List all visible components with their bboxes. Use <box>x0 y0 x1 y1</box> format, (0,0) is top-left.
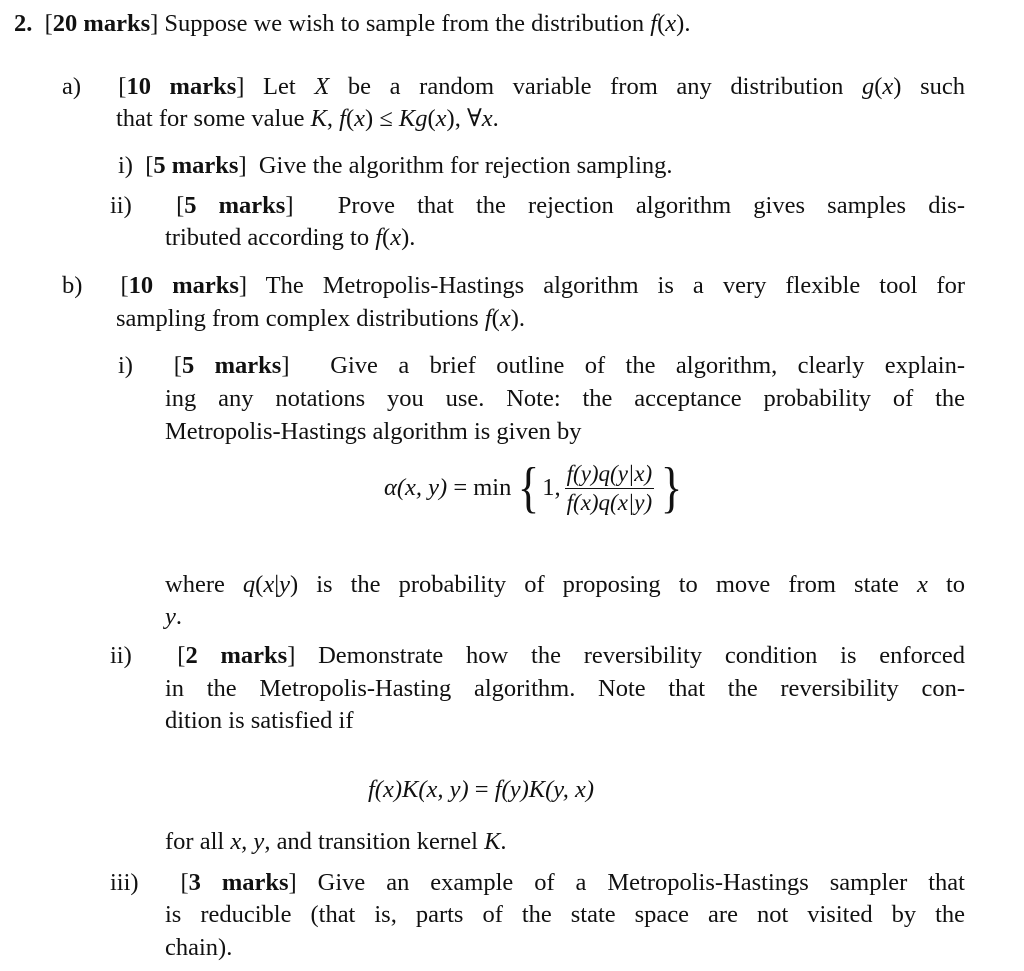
math-text: f <box>375 224 383 251</box>
text: ( <box>345 105 355 132</box>
bold-text: 3 marks <box>188 869 289 896</box>
math-text: g <box>862 73 875 100</box>
formula-lhs: α(x, y) <box>384 474 448 501</box>
part-b-ii-cont-1 <box>165 673 965 705</box>
part-a-intro-cont <box>116 103 499 135</box>
math-text: q <box>242 571 256 598</box>
text: ). <box>676 10 691 37</box>
math-text: x <box>481 105 493 132</box>
bold-text: 5 marks <box>181 352 282 379</box>
text: . <box>175 603 182 630</box>
formula-lhs: f(x)K(x, y) <box>368 776 469 803</box>
text: ( <box>255 571 264 598</box>
question-2-header <box>14 8 690 40</box>
formula-rhs: f(y)K(y, x) <box>494 776 595 803</box>
text: ) such <box>893 73 965 100</box>
math-text: K <box>310 105 327 132</box>
reversibility-formula <box>368 774 594 806</box>
math-text: x <box>435 105 447 132</box>
text: ), ∀ <box>446 105 482 132</box>
open-brace: { <box>518 457 540 519</box>
text: ( <box>382 224 391 251</box>
part-b-iii-cont-1 <box>165 899 965 931</box>
part-b-i-where <box>165 569 965 601</box>
text: ) ≤ <box>365 105 399 132</box>
bold-text: 2 marks <box>185 642 288 669</box>
fraction-numerator: f(y)q(y|x) <box>565 461 654 489</box>
part-b-i-cont-2 <box>165 416 581 448</box>
close-brace: } <box>660 457 683 519</box>
fraction <box>565 461 654 516</box>
part-b-i <box>118 350 965 382</box>
text: where <box>165 571 243 598</box>
math-text: y <box>279 571 290 598</box>
text: ( <box>427 105 436 132</box>
text: ( <box>491 305 500 332</box>
math-text: X <box>314 73 330 100</box>
part-a-ii-cont <box>165 222 415 254</box>
text: . <box>500 828 507 855</box>
formula-one: 1, <box>542 474 561 501</box>
text: to <box>927 571 965 598</box>
text: chain). <box>165 934 233 961</box>
text: that for some value <box>116 105 311 132</box>
text: ] Prove that the rejection algorithm gives samples dis- <box>285 192 965 219</box>
text: for all <box>165 828 231 855</box>
text: ). <box>510 305 525 332</box>
part-a-ii <box>110 190 965 222</box>
text: ] Give a brief outline of the algorithm, clearly explain- <box>281 352 966 379</box>
math-text: K <box>484 828 501 855</box>
formula-eq: = <box>468 776 495 803</box>
part-b-i-cont-1 <box>165 383 965 415</box>
bold-text: 20 marks <box>52 10 151 37</box>
math-text: x <box>882 73 894 100</box>
math-text: f <box>650 10 658 37</box>
text: ii) [ <box>110 642 186 669</box>
text: [ <box>32 10 53 37</box>
math-text: x, y <box>230 828 265 855</box>
text: iii) [ <box>110 869 189 896</box>
text: b) [ <box>62 272 129 299</box>
math-text: Kg <box>398 105 428 132</box>
bold-text: 10 marks <box>126 73 237 100</box>
text: ( <box>874 73 883 100</box>
text: ] Demonstrate how the reversibility condition is enforced <box>287 642 965 669</box>
text: a) [ <box>62 73 127 100</box>
part-b-ii <box>110 640 965 672</box>
bold-text: 5 marks <box>184 192 286 219</box>
part-b-intro <box>62 270 965 302</box>
math-text: x <box>917 571 928 598</box>
text: , and transition kernel <box>264 828 485 855</box>
bold-text: 2. <box>14 10 33 37</box>
text: ] Suppose we wish to sample from the distribution <box>150 10 651 37</box>
part-b-iii-cont-2 <box>165 932 232 964</box>
text: in the Metropolis-Hasting algorithm. Note that the reversibility con- <box>165 675 965 702</box>
part-a-i <box>118 150 673 182</box>
math-text: x <box>390 224 402 251</box>
bold-text: 10 marks <box>128 272 239 299</box>
math-text: x <box>665 10 677 37</box>
text: ). <box>401 224 416 251</box>
math-text: x <box>263 571 275 598</box>
text: ing any notations you use. Note: the acceptance probability of the <box>165 385 965 412</box>
text: ] Let <box>236 73 315 100</box>
part-b-iii <box>110 867 965 899</box>
text: ) is the probability of proposing to move from state <box>290 571 917 598</box>
fraction-denominator: f(x)q(x|y) <box>566 489 653 515</box>
text: i) [ <box>118 352 182 379</box>
math-text: y <box>165 603 176 630</box>
math-text: f <box>339 105 346 132</box>
part-a-intro <box>62 71 965 103</box>
text: ] The Metropolis-Hastings algorithm is a very flexible tool for <box>238 272 965 299</box>
text: | <box>274 571 280 598</box>
text: tributed according to <box>165 224 376 251</box>
part-b-intro-cont <box>116 303 525 335</box>
formula-eq: = min <box>447 474 512 501</box>
text: is reducible (that is, parts of the state space are not visited by the <box>165 901 965 928</box>
part-b-ii-cont-2 <box>165 705 354 737</box>
math-text: f <box>484 305 492 332</box>
text: , <box>326 105 340 132</box>
text: Metropolis-Hastings algorithm is given by <box>165 418 582 445</box>
bold-text: 5 marks <box>153 152 239 179</box>
math-text: x <box>499 305 511 332</box>
text: i) [ <box>118 152 154 179</box>
text: ] Give an example of a Metropolis-Hastings sampler that <box>288 869 965 896</box>
acceptance-probability-formula <box>384 457 685 519</box>
text: ii) [ <box>110 192 185 219</box>
text: dition is satisfied if <box>165 707 354 734</box>
text: sampling from complex distributions <box>116 305 485 332</box>
text: be a random variable from any distribution <box>329 73 862 100</box>
part-b-ii-for-all <box>165 826 507 858</box>
part-b-i-where-cont <box>165 601 182 633</box>
math-text: x <box>354 105 366 132</box>
text: . <box>492 105 499 132</box>
text: ] Give the algorithm for rejection sampling. <box>238 152 673 179</box>
text: ( <box>657 10 666 37</box>
